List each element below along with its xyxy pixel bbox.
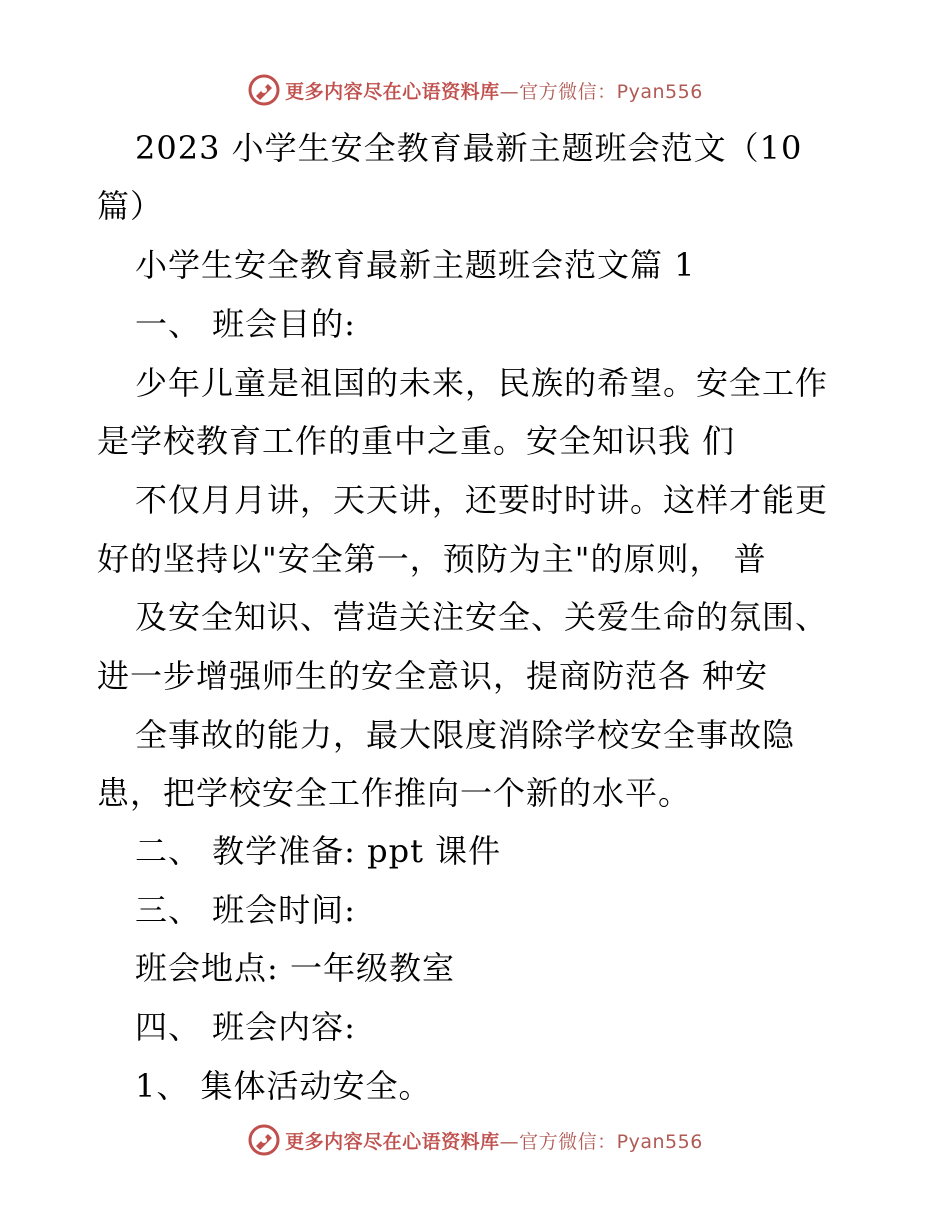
section-heading-preparation: 二、 教学准备: ppt 课件 <box>135 832 502 870</box>
paragraph-line: 好的坚持以"安全第一，预防为主"的原则， 普 <box>97 540 767 578</box>
section-subtitle: 小学生安全教育最新主题班会范文篇 1 <box>135 246 696 284</box>
paragraph-line: 少年儿童是祖国的未来，民族的希望。安全工作 <box>135 364 829 402</box>
list-item: 1、 集体活动安全。 <box>135 1067 432 1105</box>
paragraph-line: 进一步增强师生的安全意识，提商防范各 种安 <box>97 657 769 695</box>
banner-main-text: 更多内容尽在心语资料库 <box>285 1130 500 1153</box>
paragraph-line: 及安全知识、营造关注安全、关爱生命的氛围、 <box>135 598 829 636</box>
banner-main-text: 更多内容尽在心语资料库 <box>285 80 500 103</box>
document-title: 2023 小学生安全教育最新主题班会范文（10 <box>135 129 803 167</box>
paragraph-line: 不仅月月讲，天天讲，还要时时讲。这样才能更 <box>135 481 829 519</box>
footer-watermark-banner <box>0 1120 950 1160</box>
section-heading-content: 四、 班会内容: <box>135 1008 356 1046</box>
brand-logo-icon <box>247 1123 281 1157</box>
document-title-continued: 篇） <box>97 187 164 225</box>
paragraph-line: 是学校教育工作的重中之重。安全知识我 们 <box>97 422 736 460</box>
banner-contact-text: —官方微信：Pyan556 <box>499 80 703 103</box>
paragraph-line: 患，把学校安全工作推向一个新的水平。 <box>97 774 692 812</box>
banner-contact-text: —官方微信：Pyan556 <box>499 1130 703 1153</box>
location-line: 班会地点: 一年级教室 <box>135 949 455 987</box>
section-heading-purpose: 一、 班会目的: <box>135 305 356 343</box>
paragraph-line: 全事故的能力，最大限度消除学校安全事故隐 <box>135 716 796 754</box>
section-heading-time: 三、 班会时间: <box>135 891 356 929</box>
